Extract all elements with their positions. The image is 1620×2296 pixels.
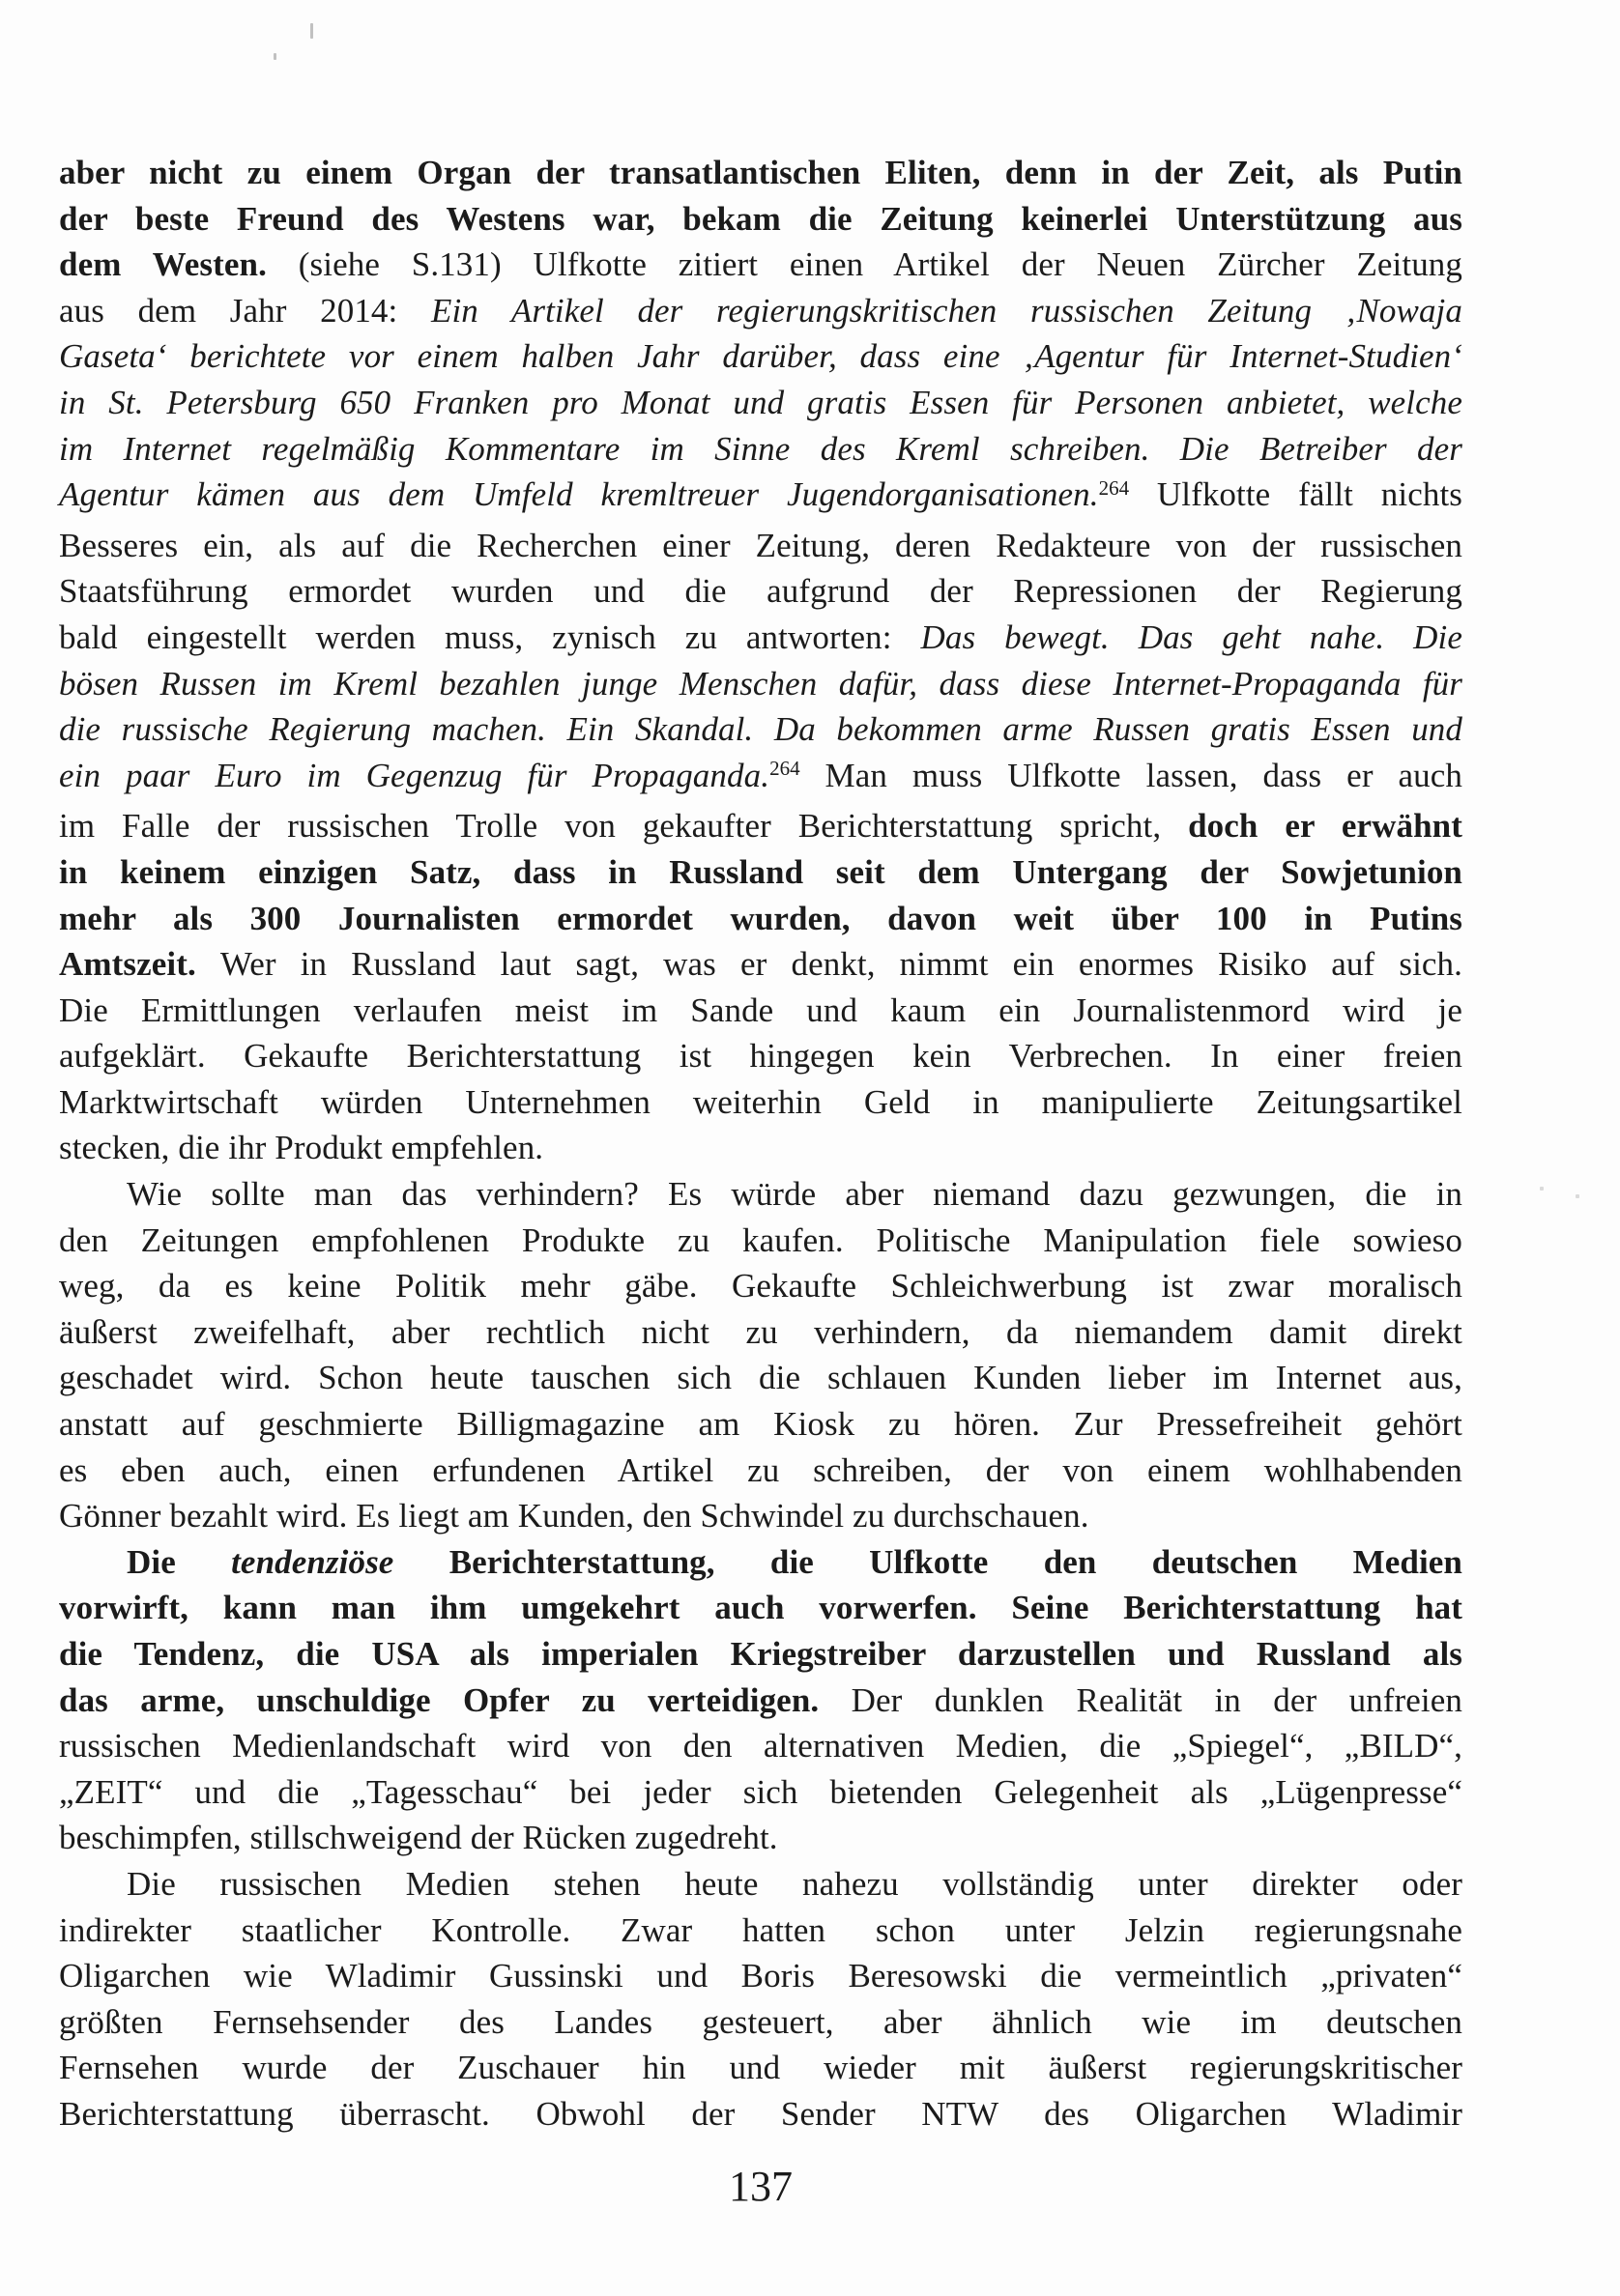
text-segment: ein paar Euro im Gegenzug für Propaganda. <box>59 756 770 794</box>
text-segment: (siehe S.131) Ulfkotte zitiert einen Artikel der Neuen Zürcher Zeitung <box>298 245 1463 284</box>
text-line <box>59 1263 1462 1309</box>
text-segment: äußerst zweifelhaft, aber rechtlich nicht zu verhindern, da niemandem damit direkt <box>59 1312 1462 1351</box>
text-segment: bösen Russen im Kreml bezahlen junge Menschen dafür, dass diese Internet-Propaganda für <box>59 664 1462 703</box>
text-segment: im Falle der russischen Trolle von gekaufter Berichterstattung spricht, <box>59 807 1189 846</box>
text-segment: Wer in Russland laut sagt, was er denkt, nimmt ein enormes Risiko auf sich. <box>219 945 1462 984</box>
text-segment: tendenziöse <box>231 1542 394 1581</box>
text-segment: Berichterstattung, die Ulfkotte den deutschen Medien <box>393 1542 1462 1581</box>
footnote-marker: 264 <box>1098 475 1130 500</box>
text-segment: Die Ermittlungen verlaufen meist im Sande und kaum ein Journalistenmord wird je <box>59 990 1462 1029</box>
text-segment: in St. Petersburg 650 Franken pro Monat und gratis Essen für Personen anbietet, welche <box>59 383 1462 421</box>
text-segment: mehr als 300 Journalisten ermordet wurden, davon weit über 100 in Putins <box>59 899 1462 937</box>
page-text <box>59 150 1462 2138</box>
text-line <box>59 1079 1462 1126</box>
text-segment: Wie sollte man das verhindern? Es würde aber niemand dazu gezwungen, die in <box>127 1175 1462 1214</box>
text-line <box>59 568 1462 615</box>
text-segment: in keinem einzigen Satz, dass in Russland seit dem Untergang der Sowjetunion <box>59 852 1462 891</box>
text-line <box>59 1769 1462 1816</box>
text-line <box>59 849 1462 896</box>
text-line <box>59 196 1462 243</box>
text-segment: geschadet wird. Schon heute tauschen sich die schlauen Kunden lieber im Internet aus, <box>59 1359 1462 1397</box>
text-line <box>59 661 1462 707</box>
page-number: 137 <box>729 2163 793 2210</box>
text-line <box>59 1448 1462 1494</box>
text-line <box>59 1218 1462 1264</box>
text-line <box>59 1125 1462 1171</box>
text-line <box>59 288 1462 334</box>
text-line <box>59 1401 1462 1448</box>
footnote-marker: 264 <box>769 757 800 781</box>
text-line <box>59 615 1462 661</box>
text-line <box>59 1585 1462 1631</box>
text-segment: anstatt auf geschmierte Billigmagazine am Kiosk zu hören. Zur Pressefreiheit gehört <box>59 1405 1462 1444</box>
text-segment: weg, da es keine Politik mehr gäbe. Gekaufte Schleichwerbung ist zwar moralisch <box>59 1267 1462 1306</box>
text-segment: Man muss Ulfkotte lassen, dass er auch <box>799 756 1462 794</box>
text-line <box>59 333 1462 380</box>
text-line <box>59 1171 1462 1218</box>
text-line <box>59 2045 1462 2091</box>
text-segment: Oligarchen wie Wladimir Gussinski und Boris Beresowski die vermeintlich „privaten“ <box>59 1957 1462 1995</box>
text-segment: Gaseta‘ berichtete vor einem halben Jahr darüber, dass eine ‚Agentur für Internet-Studien‘ <box>59 337 1462 376</box>
text-line <box>59 150 1462 196</box>
text-segment: Amtszeit. <box>59 945 220 984</box>
text-segment: aus dem Jahr 2014: <box>59 291 431 330</box>
text-line <box>59 242 1462 288</box>
scan-artifact <box>274 53 276 60</box>
text-line <box>59 1309 1462 1356</box>
text-segment: vorwirft, kann man ihm umgekehrt auch vorwerfen. Seine Berichterstattung hat <box>59 1589 1462 1627</box>
text-line <box>59 941 1462 988</box>
text-segment: Besseres ein, als auf die Recherchen einer Zeitung, deren Redakteure von der russischen <box>59 526 1462 564</box>
text-segment: die russische Regierung machen. Ein Skandal. Da bekommen arme Russen gratis Essen und <box>59 710 1462 749</box>
text-line <box>59 1539 1462 1586</box>
text-segment: im Internet regelmäßig Kommentare im Sinne des Kreml schreiben. Die Betreiber der <box>59 429 1462 468</box>
text-segment: beschimpfen, stillschweigend der Rücken zugedreht. <box>59 1819 778 1857</box>
text-line <box>59 753 1462 804</box>
text-segment: den Zeitungen empfohlenen Produkte zu kaufen. Politische Manipulation fiele sowieso <box>59 1220 1462 1259</box>
text-segment: dem Westen. <box>59 245 299 284</box>
text-line <box>59 706 1462 753</box>
text-line <box>59 380 1462 426</box>
text-segment: Staatsführung ermordet wurden und die aufgrund der Repressionen der Regierung <box>59 572 1462 611</box>
text-segment: Ulfkotte fällt nichts <box>1129 475 1462 514</box>
text-line <box>59 896 1462 942</box>
text-segment: es eben auch, einen erfundenen Artikel zu schreiben, der von einem wohlhabenden <box>59 1450 1462 1489</box>
text-line <box>59 1908 1462 1954</box>
scan-artifact <box>1576 1194 1579 1198</box>
text-segment: Die <box>127 1542 232 1581</box>
text-line <box>59 988 1462 1034</box>
text-segment: Ein Artikel der regierungskritischen russischen Zeitung ‚Nowaja <box>430 291 1462 330</box>
text-line <box>59 1861 1462 1908</box>
scan-artifact <box>1540 1187 1544 1191</box>
text-segment: aufgeklärt. Gekaufte Berichterstattung ist hingegen kein Verbrechen. In einer freien <box>59 1037 1462 1076</box>
text-segment: aber nicht zu einem Organ der transatlantischen Eliten, denn in der Zeit, als Putin <box>59 154 1462 191</box>
text-segment: Berichterstattung überrascht. Obwohl der Sender NTW des Oligarchen Wladimir <box>59 2094 1462 2133</box>
text-segment: bald eingestellt werden muss, zynisch zu antworten: <box>59 617 921 656</box>
text-line <box>59 803 1462 849</box>
text-line <box>59 523 1462 569</box>
text-line <box>59 2091 1462 2138</box>
text-line <box>59 1678 1462 1724</box>
text-segment: die Tendenz, die USA als imperialen Kriegstreiber darzustellen und Russland als <box>59 1635 1462 1673</box>
text-segment: Marktwirtschaft würden Unternehmen weiterhin Geld in manipulierte Zeitungsartikel <box>59 1082 1462 1121</box>
text-segment: russischen Medienlandschaft wird von den alternativen Medien, die „Spiegel“, „BILD“, <box>59 1727 1462 1765</box>
text-segment: Fernsehen wurde der Zuschauer hin und wieder mit äußerst regierungskritischer <box>59 2049 1462 2087</box>
text-segment: stecken, die ihr Produkt empfehlen. <box>59 1129 544 1167</box>
text-line <box>59 1999 1462 2046</box>
text-segment: Das bewegt. Das geht nahe. Die <box>920 617 1462 656</box>
text-segment: das arme, unschuldige Opfer zu verteidigen. <box>59 1680 852 1719</box>
text-line <box>59 1815 1462 1861</box>
text-line <box>59 1033 1462 1079</box>
text-segment: Der dunklen Realität in der unfreien <box>851 1680 1462 1719</box>
scan-artifact <box>310 23 313 39</box>
text-segment: Die russischen Medien stehen heute nahezu vollständig unter direkter oder <box>127 1864 1462 1903</box>
text-line <box>59 426 1462 473</box>
text-line <box>59 1953 1462 1999</box>
text-segment: doch er erwähnt <box>1188 807 1462 846</box>
text-segment: Agentur kämen aus dem Umfeld kremltreuer Jugendorganisationen. <box>59 475 1099 514</box>
text-line <box>59 1355 1462 1401</box>
text-line <box>59 472 1462 523</box>
text-line <box>59 1493 1462 1539</box>
text-segment: Gönner bezahlt wird. Es liegt am Kunden, den Schwindel zu durchschauen. <box>59 1497 1089 1535</box>
text-segment: größten Fernsehsender des Landes gesteuert, aber ähnlich wie im deutschen <box>59 2002 1462 2041</box>
text-line <box>59 1631 1462 1678</box>
text-line <box>59 1723 1462 1769</box>
text-segment: „ZEIT“ und die „Tagesschau“ bei jeder sich bietenden Gelegenheit als „Lügenpresse“ <box>59 1772 1462 1811</box>
text-segment: der beste Freund des Westens war, bekam die Zeitung keinerlei Unterstützung aus <box>59 199 1462 238</box>
text-segment: indirekter staatlicher Kontrolle. Zwar hatten schon unter Jelzin regierungsnahe <box>59 1910 1462 1949</box>
